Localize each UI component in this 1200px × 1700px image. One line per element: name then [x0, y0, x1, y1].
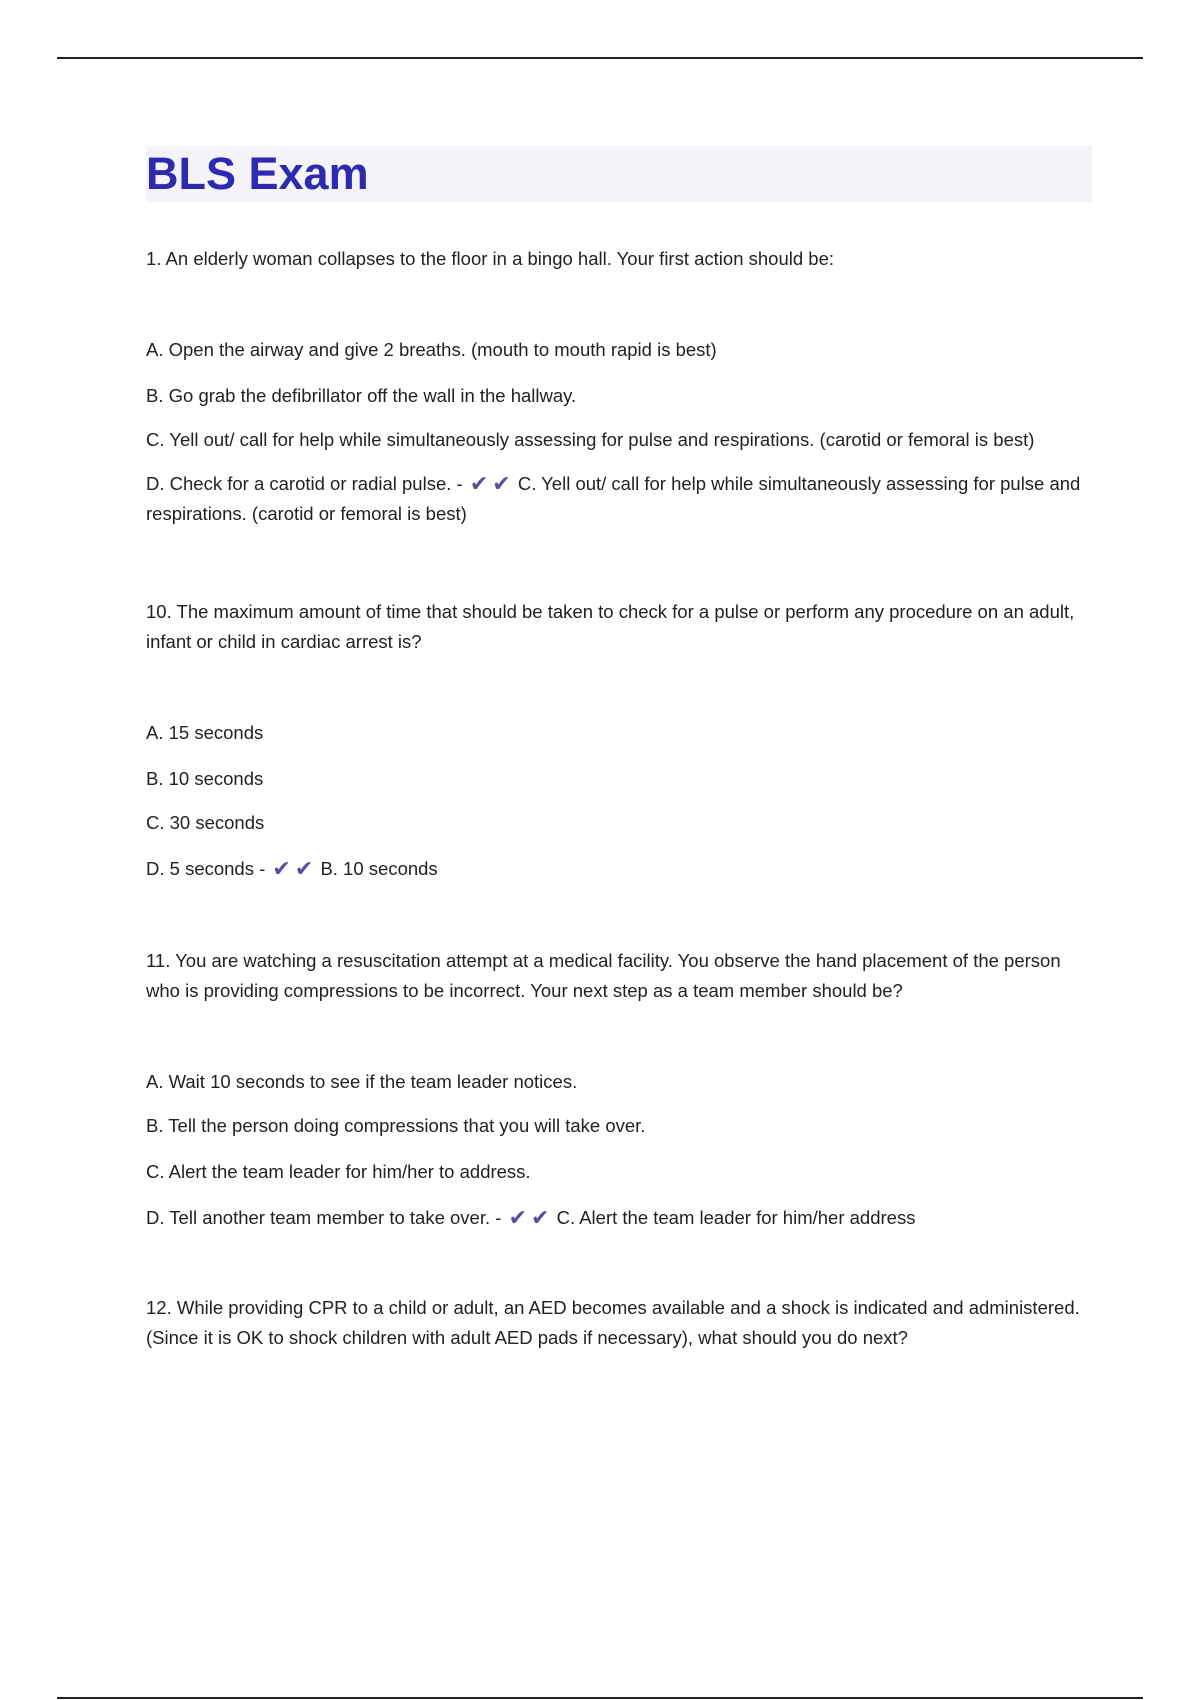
question-11 [146, 946, 1092, 1233]
checkmark-icon: ✔ [272, 856, 291, 881]
option-d-with-answer [146, 854, 1092, 884]
option-a: A. Wait 10 seconds to see if the team leader notices. [146, 1071, 578, 1092]
answer-text: B. 10 seconds [320, 858, 438, 879]
question-1 [146, 244, 1092, 529]
page-title: BLS Exam [146, 148, 369, 199]
question-10 [146, 597, 1092, 884]
title-bar [146, 146, 1092, 202]
top-rule [57, 57, 1143, 59]
bottom-rule [57, 1697, 1143, 1699]
page-content [146, 146, 1092, 1353]
option-d: D. Check for a carotid or radial pulse. - [146, 473, 463, 494]
checkmark-icon: ✔ [492, 471, 511, 496]
option-d: D. 5 seconds - [146, 858, 266, 879]
question-text: 10. The maximum amount of time that should be taken to check for a pulse or perform any procedure on an adult, infant or child in cardiac arrest is? [146, 601, 1075, 652]
option-b: B. 10 seconds [146, 768, 264, 789]
option-c: C. 30 seconds [146, 812, 265, 833]
option-c: C. Yell out/ call for help while simultaneously assessing for pulse and respirations. (carotid or femoral is best) [146, 429, 1035, 450]
question-12 [146, 1293, 1092, 1353]
answer-text: C. Yell out/ call for help while simultaneously assessing for pulse and respirations. (carotid or femoral is best) [146, 473, 1081, 524]
option-d: D. Tell another team member to take over. - [146, 1207, 502, 1228]
option-b: B. Go grab the defibrillator off the wall in the hallway. [146, 385, 577, 406]
option-b: B. Tell the person doing compressions that you will take over. [146, 1115, 646, 1136]
answer-text: C. Alert the team leader for him/her address [556, 1207, 916, 1228]
option-a: A. Open the airway and give 2 breaths. (mouth to mouth rapid is best) [146, 339, 717, 360]
option-d-with-answer [146, 469, 1092, 529]
checkmark-icon: ✔ [294, 856, 314, 881]
option-c: C. Alert the team leader for him/her to address. [146, 1161, 531, 1182]
checkmark-icon: ✔ [508, 1205, 528, 1230]
option-a: A. 15 seconds [146, 722, 264, 743]
question-text: 11. You are watching a resuscitation attempt at a medical facility. You observe the hand placement of the person who is providing compressions to be incorrect. Your next step as a team member should be? [146, 950, 1061, 1001]
question-text: 1. An elderly woman collapses to the floor in a bingo hall. Your first action should be: [146, 248, 835, 269]
checkmark-icon: ✔ [531, 1205, 550, 1230]
question-text: 12. While providing CPR to a child or adult, an AED becomes available and a shock is indicated and administered. (Since it is OK to shock children with adult AED pads if necessary), what should you do next? [146, 1297, 1080, 1348]
option-d-with-answer [146, 1203, 1092, 1233]
checkmark-icon: ✔ [469, 471, 489, 496]
